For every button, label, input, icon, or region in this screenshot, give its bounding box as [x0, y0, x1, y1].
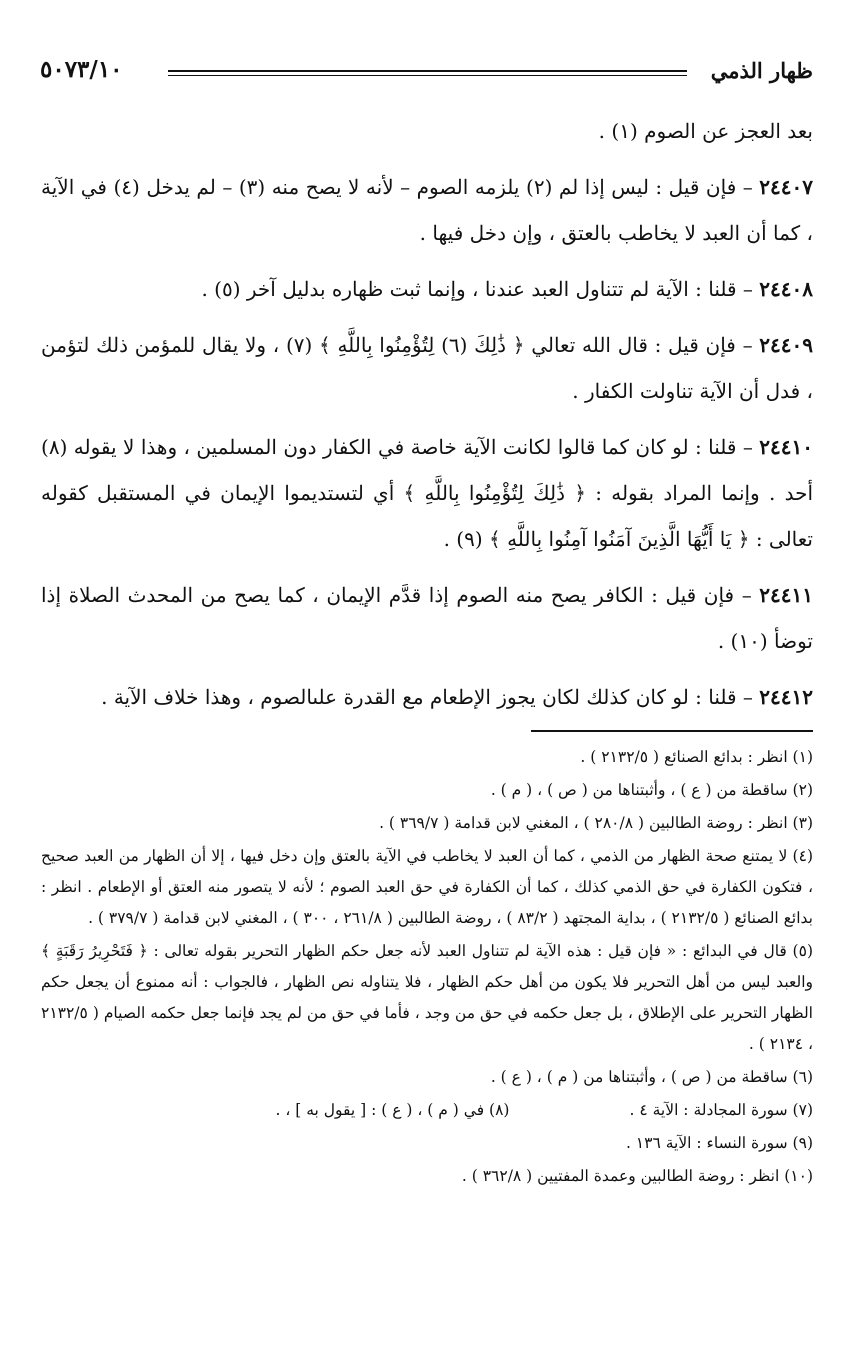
footnote-10: (١٠) انظر : روضة الطالبين وعمدة المفتيين ( ٣٦٢/٨ ) . [461, 1167, 813, 1185]
footnote-3: (٣) انظر : روضة الطالبين ( ٢٨٠/٨ ) ، المغني لابن قدامة ( ٣٦٩/٧ ) . [379, 814, 813, 832]
footnote-4: (٤) لا يمتنع صحة الظهار من الذمي ، كما أن العبد لا يخاطب في الآية بالعتق وإن دخل فيها ، إلا أن الظهار من العبد صحيح ، فتكون الكفارة في حق الذمي كذلك ، كما أن الكفارة في حق العبد الصوم ؛ لأنه لا يتصور منه العتق أو الإطعام . انظر : بدائع الصنائع ( ٢١٣٢/٥ ) ، بداية المجتهد ( ٨٣/٢ ) ، روضة الطالبين ( ٢٦١/٨ ، ٣٠٠ ) ، المغني لابن قدامة ( ٣٧٩/٧ ) . [41, 847, 813, 927]
running-header [40, 58, 813, 88]
paragraph-24412 [41, 674, 813, 720]
footnotes [41, 742, 813, 1194]
paragraph-24407 [41, 164, 813, 256]
header-page-ref: ٥٠٧٣/١٠ [40, 56, 123, 83]
paragraph-text: بعد العجز عن الصوم (١) . [598, 119, 813, 143]
paragraph-text: – قلنا : لو كان كما قالوا لكانت الآية خاصة في الكفار دون المسلمين ، وهذا لا يقوله (٨) أحد . وإنما المراد بقوله : ﴿ ذَٰلِكَ لِتُؤْمِنُوا بِاللَّهِ ﴾ أي لتستديموا الإيمان في المستقبل كقوله تعالى : ﴿ يَا أَيُّهَا الَّذِينَ آمَنُوا آمِنُوا بِاللَّهِ ﴾ (٩) . [41, 435, 813, 551]
paragraph-text: – فإن قيل : الكافر يصح منه الصوم إذا قدَّم الإيمان ، كما يصح من المحدث الصلاة إذا توضأ (١٠) . [41, 583, 813, 653]
paragraph-24408 [41, 266, 813, 312]
footnote-row-7-8 [41, 1095, 813, 1126]
header-rule [168, 70, 687, 72]
header-title: ظهار الذمي [710, 58, 813, 83]
footnote-9: (٩) سورة النساء : الآية ١٣٦ . [625, 1134, 813, 1152]
paragraph-number: ٢٤٤١٠ [759, 435, 813, 459]
footnote-7: (٧) سورة المجادلة : الآية ٤ . [629, 1101, 813, 1119]
paragraph-text: – قلنا : الآية لم تتناول العبد عندنا ، وإنما ثبت ظهاره بدليل آخر (٥) . [201, 277, 760, 301]
header-rule-thin [168, 75, 687, 76]
footnote-8: (٨) في ( م ) ، ( ع ) : [ يقول به ] ، . [275, 1101, 510, 1119]
paragraph-24409 [41, 322, 813, 414]
paragraph-24410 [41, 424, 813, 562]
paragraph-number: ٢٤٤٠٧ [759, 175, 813, 199]
paragraph-number: ٢٤٤٠٩ [759, 333, 814, 357]
paragraph-number: ٢٤٤٠٨ [759, 277, 813, 301]
footnote-separator [531, 730, 813, 732]
paragraph-0 [41, 108, 813, 154]
paragraph-text: – فإن قيل : قال الله تعالي ﴿ ذَٰلِكَ (٦) لِتُؤْمِنُوا بِاللَّهِ ﴾ (٧) ، ولا يقال للمؤمن ذلك لتؤمن ، فدل أن الآية تناولت الكفار . [41, 333, 813, 403]
paragraph-number: ٢٤٤١١ [759, 583, 813, 607]
main-text [41, 108, 813, 730]
paragraph-text: – فإن قيل : ليس إذا لم (٢) يلزمه الصوم – لأنه لا يصح منه (٣) – لم يدخل (٤) في الآية ، كما أن العبد لا يخاطب بالعتق ، وإن دخل فيها . [41, 175, 813, 245]
paragraph-text: – قلنا : لو كان كذلك لكان يجوز الإطعام مع القدرة علىالصوم ، وهذا خلاف الآية . [101, 685, 760, 709]
paragraph-number: ٢٤٤١٢ [759, 685, 813, 709]
footnote-5: (٥) قال في البدائع : « فإن قيل : هذه الآية لم تتناول العبد لأنه جعل حكم الظهار التحرير بقوله تعالى : ﴿ فَتَحْرِيرُ رَقَبَةٍ ﴾ والعبد ليس من أهل التحرير فلا يكون من أهل حكم الظهار ، فلا يتناوله نص الظهار ، فالجواب : أنه ممنوع أن يجعل حكم الظهار التحرير على الإطلاق ، بل جعل حكمه في حق من وجد ، فأما في حق من لم يجد فإنما جعل حكمه الصيام ( ٢١٣٢/٥ ، ٢١٣٤ ) . [41, 942, 813, 1053]
footnote-2: (٢) ساقطة من ( ع ) ، وأثبتناها من ( ص ) ، ( م ) . [490, 781, 813, 799]
footnote-6: (٦) ساقطة من ( ص ) ، وأثبتناها من ( م ) ، ( ع ) . [490, 1068, 813, 1086]
paragraph-24411 [41, 572, 813, 664]
footnote-1: (١) انظر : بدائع الصنائع ( ٢١٣٢/٥ ) . [580, 748, 813, 766]
